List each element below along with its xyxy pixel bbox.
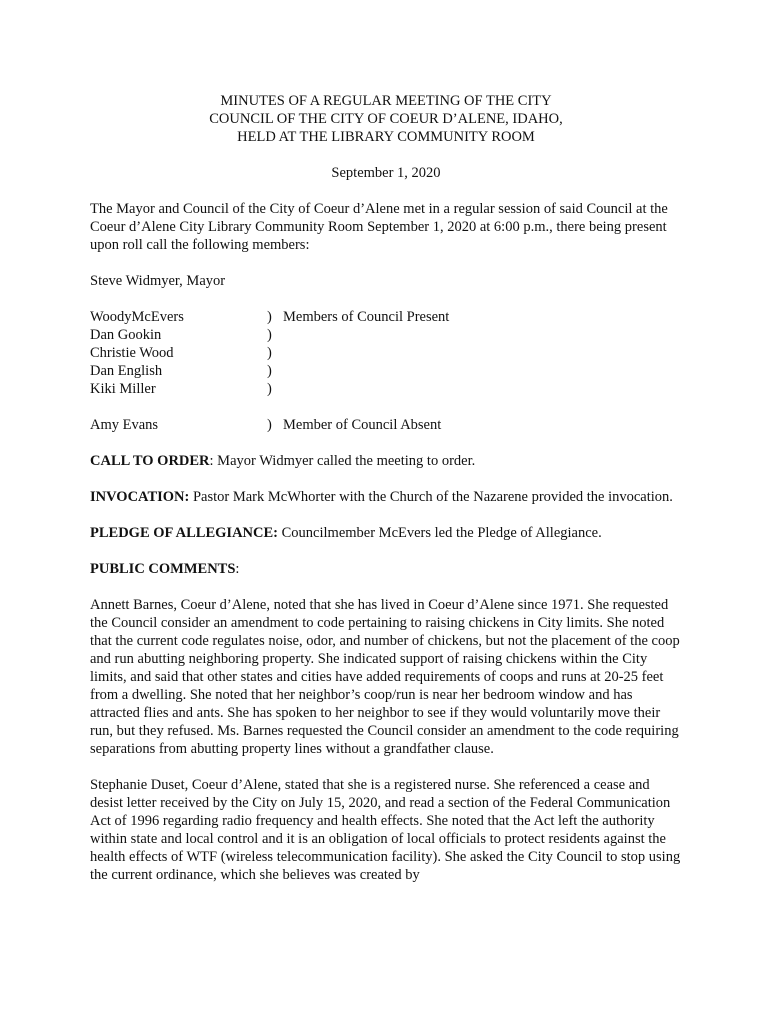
invocation-heading: INVOCATION: xyxy=(90,489,190,505)
call-to-order-heading: CALL TO ORDER xyxy=(90,453,210,469)
member-name: Dan English xyxy=(90,363,163,379)
bracket-mark: ) xyxy=(267,345,272,361)
comment-paragraph: Annett Barnes, Coeur d’Alene, noted that she has lived in Coeur d’Alene since 1971. She requested the Council consider an amendment to code pertaining to raising chickens in City limits. She noted that the current code regulates noise, odor, and number of chickens, but not the placement of the coop and run abutting neighboring property. She indicated support of raising chickens within the City limits, and said that other states and cities have added requirements of coops and runs at 20-25 feet from a dwelling. She noted that her neighbor’s coop/run is near her bedroom window and has attracted flies and ants. She has spoken to her neighbor to see if they would voluntarily move their run, but they refused. Ms. Barnes requested the Council consider an amendment to the code requiring separations from abutting property lines without a grandfather clause. xyxy=(90,597,680,757)
roll-row-present xyxy=(90,362,682,380)
roll-row-absent xyxy=(90,416,682,434)
roll-row-present xyxy=(90,380,682,398)
meeting-date: September 1, 2020 xyxy=(331,165,441,181)
invocation-text: Pastor Mark McWhorter with the Church of the Nazarene provided the invocation. xyxy=(189,489,673,505)
roll-row-present xyxy=(90,344,682,362)
bracket-mark: ) xyxy=(267,417,272,433)
bracket-mark: ) xyxy=(267,327,272,343)
member-name: WoodyMcEvers xyxy=(90,309,184,325)
document-title xyxy=(90,92,682,146)
title-line: HELD AT THE LIBRARY COMMUNITY ROOM xyxy=(237,129,535,145)
public-comments-heading: PUBLIC COMMENTS xyxy=(90,561,236,577)
intro-paragraph: The Mayor and Council of the City of Coeur d’Alene met in a regular session of said Council at the Coeur d’Alene City Library Community Room September 1, 2020 at 6:00 p.m., there being present upon roll call the following members: xyxy=(90,201,668,253)
member-name: Amy Evans xyxy=(90,417,159,433)
member-name: Dan Gookin xyxy=(90,327,162,343)
title-line: COUNCIL OF THE CITY OF COEUR D’ALENE, IDAHO, xyxy=(209,111,563,127)
bracket-mark: ) xyxy=(267,309,272,325)
mayor-line: Steve Widmyer, Mayor xyxy=(90,273,226,289)
member-name: Kiki Miller xyxy=(90,381,156,397)
member-name: Christie Wood xyxy=(90,345,174,361)
public-comments-paragraph xyxy=(90,560,682,578)
minutes-document xyxy=(90,92,682,884)
title-line: MINUTES OF A REGULAR MEETING OF THE CITY xyxy=(220,93,552,109)
member-status: Member of Council Absent xyxy=(283,417,442,433)
call-to-order-paragraph xyxy=(90,452,682,470)
member-status: Members of Council Present xyxy=(283,309,450,325)
comment-paragraph: Stephanie Duset, Coeur d’Alene, stated that she is a registered nurse. She referenced a cease and desist letter received by the City on July 15, 2020, and read a section of the Federal Communication Act of 1996 regarding radio frequency and health effects. She noted that the Act left the authority within state and local control and it is an obligation of local officials to protect residents against the health effects of WTF (wireless telecommunication facility). She asked the City Council to stop using the current ordinance, which she believes was created by xyxy=(90,777,681,883)
pledge-text: Councilmember McEvers led the Pledge of Allegiance. xyxy=(278,525,602,541)
pledge-paragraph xyxy=(90,524,682,542)
roll-row-present xyxy=(90,326,682,344)
pledge-heading: PLEDGE OF ALLEGIANCE: xyxy=(90,525,278,541)
call-to-order-text: : Mayor Widmyer called the meeting to order. xyxy=(209,453,476,469)
public-comments-colon: : xyxy=(235,561,240,577)
roll-row-present xyxy=(90,308,682,326)
bracket-mark: ) xyxy=(267,381,272,397)
spacer xyxy=(90,398,682,416)
invocation-paragraph xyxy=(90,488,682,506)
bracket-mark: ) xyxy=(267,363,272,379)
roll-call-list xyxy=(90,308,682,434)
